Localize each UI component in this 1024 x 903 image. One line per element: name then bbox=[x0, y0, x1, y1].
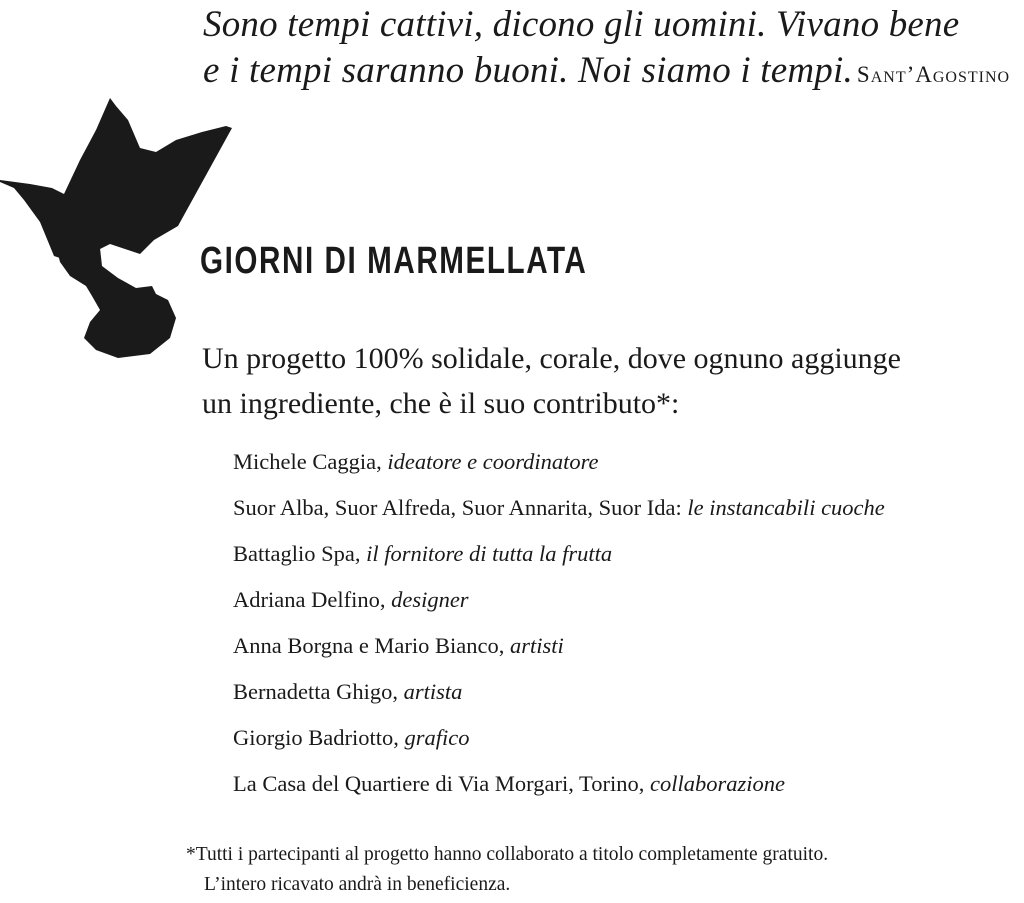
credit-name: Giorgio Badriotto, bbox=[233, 725, 405, 750]
intro-paragraph bbox=[202, 336, 1002, 426]
list-item bbox=[233, 623, 885, 669]
credit-role: designer bbox=[391, 587, 469, 612]
credit-name: Suor Alba, Suor Alfreda, Suor Annarita, Suor Ida: bbox=[233, 495, 688, 520]
credit-role: il fornitore di tutta la frutta bbox=[366, 541, 613, 566]
quote bbox=[203, 2, 1018, 98]
credit-role: ideatore e coordinatore bbox=[387, 449, 599, 474]
credit-role: grafico bbox=[404, 725, 470, 750]
list-item bbox=[233, 761, 885, 807]
credit-name: Adriana Delfino, bbox=[233, 587, 392, 612]
footnote bbox=[186, 840, 828, 900]
page-title: GIORNI DI MARMELLATA bbox=[200, 240, 588, 282]
list-item bbox=[233, 577, 885, 623]
list-item bbox=[233, 485, 885, 531]
list-item bbox=[233, 669, 885, 715]
list-item bbox=[233, 439, 885, 485]
intro-line-2: un ingrediente, che è il suo contributo*: bbox=[202, 387, 680, 420]
credit-name: Anna Borgna e Mario Bianco, bbox=[233, 633, 511, 658]
credit-name: Michele Caggia, bbox=[233, 449, 388, 474]
credit-role: collaborazione bbox=[649, 771, 785, 796]
quote-line-1: Sono tempi cattivi, dicono gli uomini. Vivano bene bbox=[203, 4, 960, 45]
credit-name: Bernadetta Ghigo, bbox=[233, 679, 404, 704]
footnote-line-2: L’intero ricavato andrà in beneficienza. bbox=[204, 874, 511, 895]
quote-line-2 bbox=[203, 48, 1018, 98]
credit-name: La Casa del Quartiere di Via Morgari, Torino, bbox=[233, 771, 650, 796]
credits-list bbox=[233, 439, 885, 807]
credit-role: artisti bbox=[510, 633, 564, 658]
quote-line-2-text: e i tempi saranno buoni. Noi siamo i tempi. bbox=[203, 50, 853, 91]
abstract-black-silhouette-icon bbox=[0, 98, 235, 360]
credit-name: Battaglio Spa, bbox=[233, 541, 367, 566]
intro-line-1: Un progetto 100% solidale, corale, dove ognuno aggiunge bbox=[202, 342, 901, 375]
footnote-line-1: *Tutti i partecipanti al progetto hanno collaborato a titolo completamente gratuito. bbox=[186, 844, 829, 865]
list-item bbox=[233, 531, 885, 577]
credit-role: artista bbox=[403, 679, 463, 704]
credit-role: le instancabili cuoche bbox=[687, 495, 885, 520]
list-item bbox=[233, 715, 885, 761]
quote-author: Sant’Agostino bbox=[856, 62, 1011, 87]
